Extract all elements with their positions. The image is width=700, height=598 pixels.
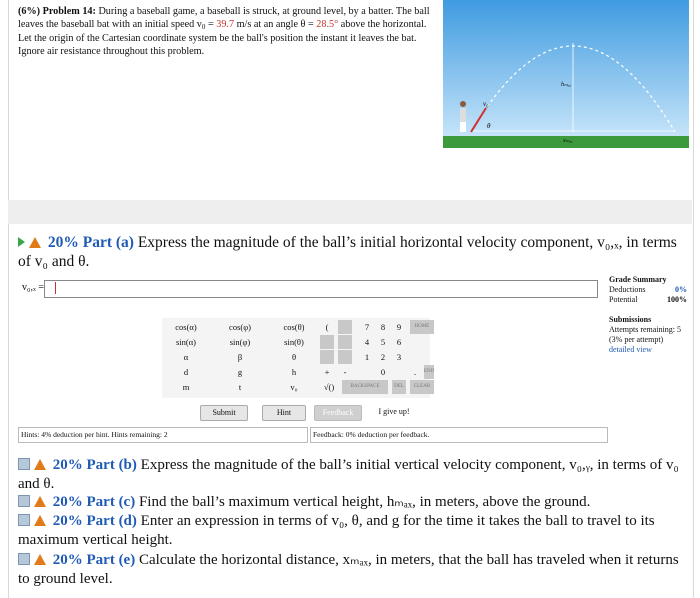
problem-text-2: = xyxy=(205,18,217,30)
part-b-text: Express the magnitude of the ball’s initial vertical velocity component, v₀,ᵧ, in terms of v₀ and θ. xyxy=(18,457,679,492)
key-theta[interactable]: θ xyxy=(291,352,297,362)
key-multiply[interactable] xyxy=(320,335,334,349)
figure-xmax-label: xₘₐₓ xyxy=(563,138,573,144)
per-attempt: (3% per attempt) xyxy=(609,335,664,344)
part-e-text: Calculate the horizontal distance, xₘₐₓ, in meters, that the ball has traveled when it returns to ground level. xyxy=(18,552,679,587)
key-5[interactable]: 5 xyxy=(380,337,386,347)
part-b-tag: 20% Part (b) xyxy=(52,457,137,473)
key-sqrt[interactable]: √() xyxy=(323,382,335,392)
key-home[interactable]: HOME xyxy=(410,320,434,334)
key-2[interactable]: 2 xyxy=(380,352,386,362)
collapsed-icon xyxy=(18,514,30,526)
answer-label: v₀,ₓ = xyxy=(22,282,45,293)
key-fraction[interactable] xyxy=(338,350,352,364)
feedback-button[interactable]: Feedback xyxy=(314,405,362,421)
part-c-tag: 20% Part (c) xyxy=(52,494,136,510)
key-6[interactable]: 6 xyxy=(396,337,402,347)
key-power[interactable] xyxy=(320,350,334,364)
key-sin-alpha[interactable]: sin(α) xyxy=(175,337,197,347)
warning-icon xyxy=(34,459,46,470)
part-b-question[interactable] xyxy=(18,456,690,493)
problem-text-1: During a baseball game, a baseball is struck, at ground level, by a batter. The ball leaves the baseball bat with an initial speed v xyxy=(18,6,430,30)
part-e-tag: 20% Part (e) xyxy=(52,552,136,568)
submissions-title: Submissions xyxy=(609,315,652,324)
problem-text-3: m/s at an angle θ = xyxy=(234,18,317,30)
key-m[interactable]: m xyxy=(182,382,190,392)
part-d-text: Enter an expression in terms of v₀, θ, and g for the time it takes the ball to travel to its maximum vertical height. xyxy=(18,513,655,548)
grade-summary-title: Grade Summary xyxy=(609,275,667,284)
speed-value: 39.7 xyxy=(216,18,235,30)
key-cos-theta[interactable]: cos(θ) xyxy=(283,322,305,332)
key-g[interactable]: g xyxy=(237,367,243,377)
trajectory-figure xyxy=(443,0,689,150)
attempts-remaining: Attempts remaining: 5 xyxy=(609,325,681,334)
hints-bar: Hints: 4% deduction per hint. Hints remaining: 2 xyxy=(18,427,308,443)
detailed-view-link[interactable]: detailed view xyxy=(609,345,652,354)
part-c-question[interactable] xyxy=(18,493,690,512)
give-up-button[interactable]: I give up! xyxy=(378,407,410,416)
key-h[interactable]: h xyxy=(291,367,297,377)
key-cos-phi[interactable]: cos(φ) xyxy=(229,322,251,332)
key-backspace[interactable]: BACKSPACE xyxy=(342,380,388,394)
part-a-text: Express the magnitude of the ball’s initial horizontal velocity component, v₀,ₓ, in terms of v₀ and θ. xyxy=(18,234,677,270)
divider-band xyxy=(8,200,692,224)
key-alpha[interactable]: α xyxy=(183,352,189,362)
figure-hmax-label: hₘₐₓ xyxy=(561,82,572,88)
submit-button[interactable]: Submit xyxy=(200,405,248,421)
key-3[interactable]: 3 xyxy=(396,352,402,362)
part-c-text: Find the ball’s maximum vertical height, hₘₐₓ, in meters, above the ground. xyxy=(138,494,591,510)
key-end[interactable]: END xyxy=(424,365,434,379)
warning-icon xyxy=(34,515,46,526)
key-sin-theta[interactable]: sin(θ) xyxy=(284,337,304,347)
key-v0[interactable]: v₀ xyxy=(290,382,298,392)
key-7[interactable]: 7 xyxy=(364,322,370,332)
key-open-paren[interactable]: ( xyxy=(325,322,329,332)
part-a-question xyxy=(18,233,690,271)
key-divide[interactable] xyxy=(338,335,352,349)
part-d-question[interactable] xyxy=(18,512,690,549)
key-t[interactable]: t xyxy=(238,382,242,392)
key-sin-phi[interactable]: sin(φ) xyxy=(229,337,251,347)
collapsed-icon xyxy=(18,553,30,565)
key-9[interactable]: 9 xyxy=(396,322,402,332)
angle-value: 28.5° xyxy=(316,18,339,30)
key-d[interactable]: d xyxy=(183,367,189,377)
collapsed-icon xyxy=(18,495,30,507)
batter-icon xyxy=(460,101,466,132)
key-8[interactable]: 8 xyxy=(380,322,386,332)
key-4[interactable]: 4 xyxy=(364,337,370,347)
potential-value: 100% xyxy=(667,295,687,304)
part-d-tag: 20% Part (d) xyxy=(52,513,137,529)
part-e-question[interactable] xyxy=(18,551,690,588)
deductions-label: Deductions xyxy=(609,285,646,294)
hint-button[interactable]: Hint xyxy=(262,405,306,421)
key-beta[interactable]: β xyxy=(237,352,243,362)
part-a-tag: 20% Part (a) xyxy=(47,234,134,251)
potential-label: Potential xyxy=(609,295,638,304)
answer-input[interactable] xyxy=(44,280,598,298)
key-clear[interactable]: CLEAR xyxy=(410,380,434,394)
warning-icon xyxy=(29,237,41,248)
grade-summary xyxy=(609,275,687,355)
collapsed-icon xyxy=(18,458,30,470)
warning-icon xyxy=(34,554,46,565)
key-0[interactable]: 0 xyxy=(380,367,386,377)
problem-statement: (6%) Problem 14: During a baseball game, a baseball is struck, at ground level, by a batter. The ball leaves the baseball bat with an initial speed v0 = 39.7 m/s at an angle θ = 28.5° above the horizontal. Let the origin of the Cartesian coordinate system be the ball's position the instant it leaves the bat. Ignore air resistance throughout this problem. xyxy=(18,6,430,57)
key-minus[interactable]: - xyxy=(343,367,347,377)
problem-header: (6%) Problem 14: xyxy=(18,6,96,17)
key-close-paren[interactable] xyxy=(338,320,352,334)
key-plus[interactable]: + xyxy=(324,367,330,377)
figure-v0-label: v₀ xyxy=(483,100,489,108)
feedback-bar: Feedback: 0% deduction per feedback. xyxy=(310,427,608,443)
key-dot[interactable]: . xyxy=(413,367,417,377)
deductions-value: 0% xyxy=(675,285,687,294)
key-cos-alpha[interactable]: cos(α) xyxy=(175,322,197,332)
key-del[interactable]: DEL xyxy=(392,380,406,394)
problem-text-4: above the horizontal. Let the origin of the Cartesian coordinate system be the ball's position the instant it leaves the bat. Ignore air resistance throughout this problem. xyxy=(18,18,427,57)
play-icon[interactable] xyxy=(18,237,25,247)
warning-icon xyxy=(34,496,46,507)
input-caret xyxy=(55,282,56,294)
key-1[interactable]: 1 xyxy=(364,352,370,362)
figure-theta-label: θ xyxy=(487,122,491,130)
